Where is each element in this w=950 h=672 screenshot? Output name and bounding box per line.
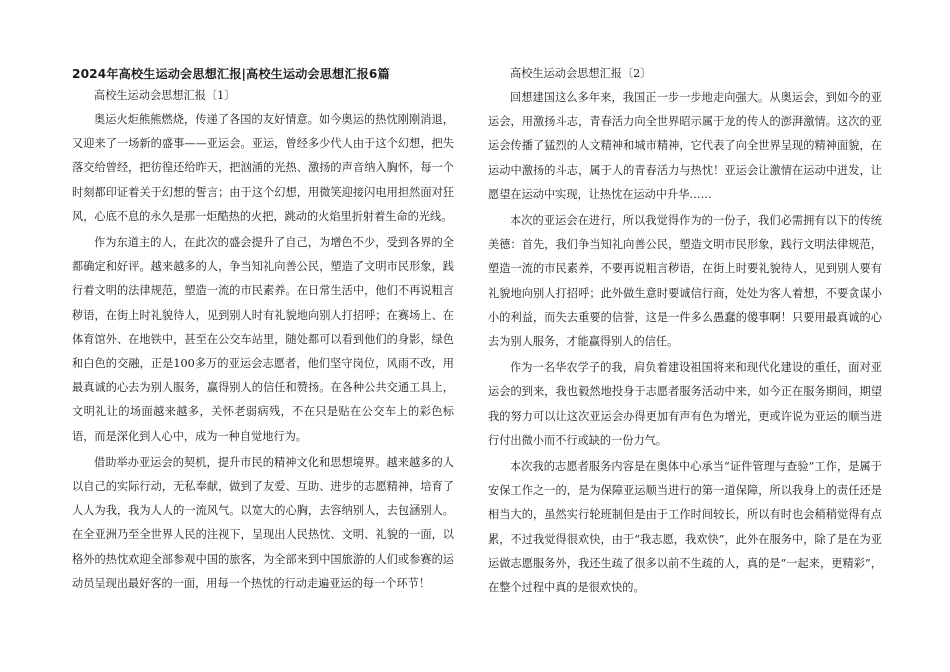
paragraph: 作为东道主的人，在此次的盛会提升了自己，为增色不少，受到各界的全都确定和好评。越来越多的人，争当知礼向善公民，塑造了文明市民形象，践行着文明的法律规范，塑造一流的市民素养。在日常生活中，他们不再说粗言秽语，在街上时礼貌待人，见到别人时有礼貌地向别人打招呼；在赛场上、在体育馆外、在地铁中，甚至在公交车站里，随处都可以看到他们的身影，绿色和白色的交融，正是100多万的亚运会志愿者，他们坚守岗位，风雨不改，用最真诚的心去为别人服务，赢得别人的信任和赞扬。在各种公共交通工具上，文明礼让的场面越来越多，关怀老弱病残，不在只是贴在公交车上的彩色标语，而是深化到人心中，成为一种自觉地行为。 — [72, 236, 454, 443]
paragraph: 作为一名华农学子的我，肩负着建设祖国将来和现代化建设的重任，面对亚运会的到来，我也毅然地投身于志愿者服务活动中来，如今正在服务期间，期望我的努力可以让这次亚运会办得更加有声有色为增光，更或许说为亚运的顺当进行付出微小而不行或缺的一份力气。 — [488, 361, 882, 447]
paragraph: 回想建国这么多年来，我国正一步一步地走向强大。从奥运会，到如今的亚运会，用激扬斗志，青春活力向全世界昭示属于龙的传人的澎湃激情。这次的亚运会传播了猛烈的人文精神和城市精神，它代表了向全世界呈现的精神面貌，在运动中激扬的斗志，属于人的青春活力与热忱！亚运会让激情在运动中迸发，让愿望在运动中实现，让热忱在运动中升华…… — [488, 91, 882, 201]
document-title: 2024年高校生运动会思想汇报|高校生运动会思想汇报6篇 — [72, 67, 390, 81]
right-column — [488, 62, 882, 602]
paragraph: 本次我的志愿者服务内容是在奥体中心承当“证件管理与查验”工作，是属于安保工作之一的，是为保障亚运顺当进行的第一道保障，所以我身上的责任还是相当大的，虽然实行轮班制但是由于工作时间较长，所以有时也会稍稍觉得有点累，不过我觉得很欢快，由于“我志愿，我欢快”，此外在服务中，除了是在为亚运做志愿服务外，我还生疏了很多以前不生疏的人，真的是“一起来，更精彩”，在整个过程中真的是很欢快的。 — [488, 460, 882, 595]
paragraph: 本次的亚运会在进行，所以我觉得作为的一份子，我们必需拥有以下的传统美德：首先，我们争当知礼向善公民，塑造文明市民形象，践行文明法律规范，塑造一流的市民素养，不要再说粗言秽语，在街上时要礼貌待人，见到别人要有礼貌地向别人打招呼；此外做生意时要诚信行商，处处为客人着想，不要贪谋小小的利益，而失去重要的信誉，这是一件多么愚蠢的傻事啊！只要用最真诚的心去为别人服务，才能赢得别人的信任。 — [488, 214, 882, 349]
section-heading-1: 高校生运动会思想汇报〔1〕 — [94, 89, 236, 102]
section-heading-2: 高校生运动会思想汇报〔2〕 — [510, 67, 652, 80]
left-column — [72, 62, 454, 598]
paragraph: 借助举办亚运会的契机，提升市民的精神文化和思想境界。越来越多的人以自己的实际行动，无私奉献，做到了友爱、互助、进步的志愿精神，培育了人人为我，我为人人的一流风气。以宽大的心胸，去容纳别人，去包涵别人。在全亚洲乃至全世界人民的注视下，呈现出人民热忱、文明、礼貌的一面，以格外的热忱欢迎全部参观中国的旅客，为全部来到中国旅游的人们或参赛的运动员呈现出最好客的一面，用每一个热忱的行动走遍亚运的每一个环节！ — [72, 455, 454, 590]
paragraph: 奥运火炬熊熊燃烧，传递了各国的友好情意。如今奥运的热忱刚刚消退，又迎来了一场新的盛事——亚运会。亚运，曾经多少代人由于这个幻想，把失落交给曾经，把彷徨还给昨天，把汹涌的光热、激扬的声音纳入胸怀，每一个时刻都印证着关于幻想的誓言；由于这个幻想，用微笑迎接闪电用担然面对狂风，心底不息的永久是那一炬酷热的火把，跳动的火焰里折射着生命的光线。 — [72, 113, 454, 223]
